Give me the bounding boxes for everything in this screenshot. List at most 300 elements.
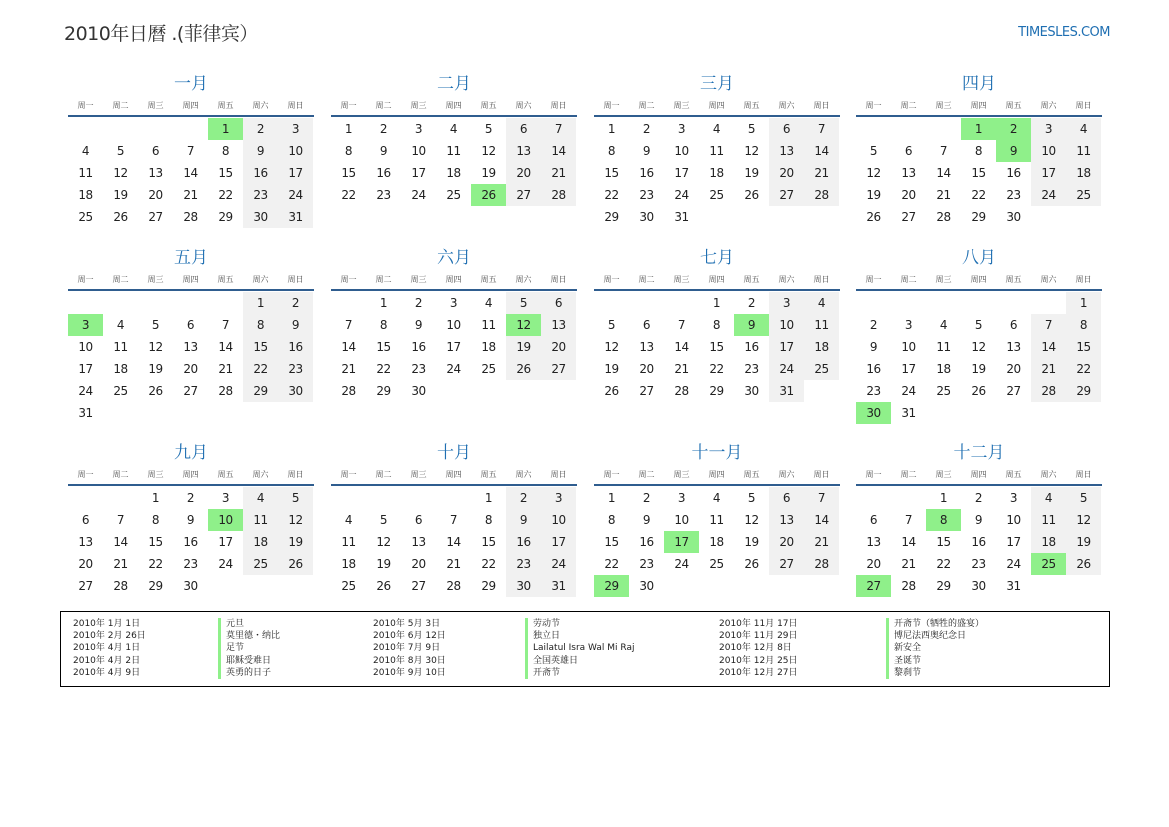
weekday-header [331, 466, 577, 486]
weekday-label: 周三 [410, 101, 427, 110]
day-cell: 25 [709, 188, 724, 202]
day-cell: 21 [541, 162, 576, 184]
day-cell: 16 [866, 362, 881, 376]
day-cell: 6 [81, 513, 90, 527]
weekday-label: 周日 [287, 470, 304, 479]
weekday-header [594, 271, 840, 291]
day-cell: 1 [151, 491, 160, 505]
day-cell: 8 [243, 314, 278, 336]
day-cell: 24 [78, 384, 93, 398]
day-cell: 1 [712, 296, 721, 310]
day-cell: 24 [411, 188, 426, 202]
day-cell: 6 [186, 318, 195, 332]
legend-holiday-name: 博尼法西奥纪念日 [886, 630, 984, 642]
day-cell: 15 [604, 166, 619, 180]
day-cell: 2 [506, 487, 541, 509]
weekday-label: 周三 [410, 470, 427, 479]
day-grid [331, 292, 577, 402]
day-cell: 11 [341, 535, 356, 549]
legend-holiday-date: 2010年 4月 9日 [73, 667, 141, 678]
month-title: 三月 [700, 74, 734, 94]
day-cell: 28 [1031, 380, 1066, 402]
day-cell: 20 [769, 162, 804, 184]
weekday-label: 周二 [900, 101, 917, 110]
weekday-label: 周二 [112, 470, 129, 479]
day-cell: 10 [1006, 513, 1021, 527]
day-cell: 16 [278, 336, 313, 358]
day-cell: 15 [376, 340, 391, 354]
day-cell: 10 [769, 314, 804, 336]
day-cell: 23 [639, 188, 654, 202]
day-cell: 17 [1006, 535, 1021, 549]
empty-cell [331, 487, 366, 509]
day-cell: 1 [939, 491, 948, 505]
day-cell: 29 [376, 384, 391, 398]
legend-holiday-date: 2010年 8月 30日 [373, 655, 446, 666]
day-cell: 20 [148, 188, 163, 202]
day-cell: 11 [1066, 140, 1101, 162]
weekday-header [856, 271, 1102, 291]
empty-cell [103, 292, 138, 314]
day-cell: 20 [506, 162, 541, 184]
legend-holiday-name: 新安全 [886, 642, 984, 654]
weekday-label: 周五 [743, 101, 760, 110]
day-cell: 7 [449, 513, 458, 527]
day-cell: 10 [674, 144, 689, 158]
day-cell: 2 [869, 318, 878, 332]
day-cell: 10 [446, 318, 461, 332]
day-cell: 6 [151, 144, 160, 158]
day-cell: 29 [218, 210, 233, 224]
weekday-label: 周六 [778, 275, 795, 284]
day-cell: 4 [804, 292, 839, 314]
empty-cell [68, 292, 103, 314]
month-title: 十二月 [953, 443, 1005, 463]
day-cell: 15 [218, 166, 233, 180]
day-cell: 7 [939, 144, 948, 158]
weekday-label: 周四 [445, 470, 462, 479]
day-cell: 14 [218, 340, 233, 354]
day-cell: 12 [481, 144, 496, 158]
weekday-label: 周日 [287, 101, 304, 110]
day-cell: 23 [243, 184, 278, 206]
holiday-day-cell: 2 [996, 118, 1031, 140]
day-cell: 13 [1006, 340, 1021, 354]
day-cell: 12 [376, 535, 391, 549]
day-cell: 8 [221, 144, 230, 158]
day-cell: 13 [506, 140, 541, 162]
day-cell: 19 [971, 362, 986, 376]
day-cell: 21 [1031, 358, 1066, 380]
holiday-day-cell: 17 [664, 531, 699, 553]
day-cell: 16 [183, 535, 198, 549]
day-cell: 2 [747, 296, 756, 310]
day-cell: 13 [866, 535, 881, 549]
legend-names-2 [525, 618, 634, 679]
day-cell: 16 [1006, 166, 1021, 180]
day-cell: 22 [709, 362, 724, 376]
empty-cell [138, 292, 173, 314]
day-cell: 9 [642, 513, 651, 527]
day-cell: 2 [414, 296, 423, 310]
day-cell: 29 [243, 380, 278, 402]
weekday-label: 周六 [1040, 275, 1057, 284]
day-cell: 27 [78, 579, 93, 593]
day-cell: 1 [607, 122, 616, 136]
weekday-label: 周日 [1075, 101, 1092, 110]
weekday-header [68, 466, 314, 486]
day-cell: 16 [376, 166, 391, 180]
weekday-label: 周四 [970, 275, 987, 284]
day-cell: 20 [78, 557, 93, 571]
day-cell: 30 [1006, 210, 1021, 224]
day-cell: 19 [604, 362, 619, 376]
empty-cell [331, 292, 366, 314]
weekday-label: 周四 [970, 101, 987, 110]
day-cell: 28 [901, 579, 916, 593]
day-cell: 30 [971, 579, 986, 593]
weekday-label: 周五 [743, 275, 760, 284]
day-cell: 6 [642, 318, 651, 332]
day-cell: 21 [113, 557, 128, 571]
day-grid [594, 487, 840, 597]
day-cell: 17 [278, 162, 313, 184]
empty-cell [856, 292, 891, 314]
day-cell: 17 [901, 362, 916, 376]
day-cell: 19 [1066, 531, 1101, 553]
weekday-label: 周六 [1040, 470, 1057, 479]
day-cell: 24 [674, 188, 689, 202]
empty-cell [366, 487, 401, 509]
day-cell: 4 [939, 318, 948, 332]
weekday-label: 周日 [550, 275, 567, 284]
day-cell: 22 [1066, 358, 1101, 380]
day-cell: 6 [769, 487, 804, 509]
day-cell: 11 [243, 509, 278, 531]
day-cell: 14 [113, 535, 128, 549]
holiday-day-cell: 9 [734, 314, 769, 336]
weekday-label: 周三 [673, 470, 690, 479]
day-cell: 29 [936, 579, 951, 593]
day-cell: 4 [344, 513, 353, 527]
day-cell: 15 [1066, 336, 1101, 358]
day-cell: 27 [769, 553, 804, 575]
weekday-label: 周一 [340, 470, 357, 479]
holiday-legend [60, 611, 1110, 687]
weekday-label: 周四 [708, 470, 725, 479]
legend-holiday-date: 2010年 4月 1日 [73, 643, 141, 654]
weekday-label: 周一 [340, 101, 357, 110]
day-cell: 20 [901, 188, 916, 202]
day-cell: 8 [484, 513, 493, 527]
day-cell: 5 [747, 491, 756, 505]
day-cell: 17 [78, 362, 93, 376]
day-cell: 8 [151, 513, 160, 527]
day-cell: 10 [1031, 140, 1066, 162]
weekday-label: 周五 [1005, 101, 1022, 110]
day-cell: 12 [604, 340, 619, 354]
day-cell: 1 [243, 292, 278, 314]
empty-cell [961, 292, 996, 314]
day-cell: 20 [411, 557, 426, 571]
weekday-label: 周二 [900, 470, 917, 479]
empty-cell [891, 118, 926, 140]
empty-cell [891, 292, 926, 314]
day-cell: 18 [1066, 162, 1101, 184]
day-cell: 9 [642, 144, 651, 158]
day-cell: 13 [769, 140, 804, 162]
day-cell: 31 [541, 575, 576, 597]
day-cell: 15 [243, 336, 278, 358]
day-cell: 22 [243, 358, 278, 380]
legend-holiday-name: 圣诞节 [886, 655, 984, 667]
weekday-label: 周六 [252, 101, 269, 110]
empty-cell [68, 487, 103, 509]
day-cell: 19 [148, 362, 163, 376]
weekday-header [856, 466, 1102, 486]
day-cell: 17 [446, 340, 461, 354]
day-cell: 11 [481, 318, 496, 332]
day-cell: 18 [804, 336, 839, 358]
day-cell: 6 [1009, 318, 1018, 332]
weekday-label: 周一 [340, 275, 357, 284]
day-cell: 28 [936, 210, 951, 224]
day-cell: 29 [481, 579, 496, 593]
day-cell: 12 [866, 166, 881, 180]
day-cell: 26 [113, 210, 128, 224]
weekday-label: 周二 [375, 470, 392, 479]
day-cell: 13 [411, 535, 426, 549]
day-cell: 23 [866, 384, 881, 398]
day-cell: 3 [449, 296, 458, 310]
month-block [331, 247, 577, 402]
day-cell: 28 [183, 210, 198, 224]
weekday-label: 周四 [445, 101, 462, 110]
day-cell: 5 [379, 513, 388, 527]
day-cell: 14 [804, 509, 839, 531]
day-cell: 28 [804, 553, 839, 575]
weekday-label: 周三 [147, 470, 164, 479]
weekday-label: 周一 [603, 470, 620, 479]
day-cell: 12 [148, 340, 163, 354]
empty-cell [173, 118, 208, 140]
day-cell: 3 [221, 491, 230, 505]
day-cell: 5 [278, 487, 313, 509]
weekday-label: 周二 [638, 101, 655, 110]
day-cell: 15 [709, 340, 724, 354]
day-cell: 24 [769, 358, 804, 380]
day-cell: 29 [709, 384, 724, 398]
day-cell: 22 [604, 188, 619, 202]
day-cell: 19 [481, 166, 496, 180]
day-cell: 23 [639, 557, 654, 571]
day-cell: 10 [674, 513, 689, 527]
month-title: 二月 [437, 74, 471, 94]
day-cell: 13 [78, 535, 93, 549]
month-title: 九月 [174, 443, 208, 463]
day-cell: 18 [709, 535, 724, 549]
day-cell: 27 [639, 384, 654, 398]
month-block [331, 73, 577, 206]
day-cell: 16 [639, 166, 654, 180]
day-cell: 31 [674, 210, 689, 224]
day-cell: 9 [379, 144, 388, 158]
month-block [594, 247, 840, 402]
day-cell: 17 [218, 535, 233, 549]
day-cell: 28 [541, 184, 576, 206]
weekday-label: 周三 [410, 275, 427, 284]
weekday-label: 周日 [550, 470, 567, 479]
day-cell: 28 [804, 184, 839, 206]
legend-holiday-date: 2010年 12月 8日 [719, 643, 792, 654]
weekday-label: 周二 [900, 275, 917, 284]
weekday-label: 周五 [217, 470, 234, 479]
weekday-label: 周日 [813, 275, 830, 284]
day-cell: 3 [1009, 491, 1018, 505]
day-cell: 4 [484, 296, 493, 310]
day-cell: 3 [541, 487, 576, 509]
month-block [594, 442, 840, 597]
day-cell: 10 [278, 140, 313, 162]
holiday-day-cell: 29 [594, 575, 629, 597]
holiday-day-cell: 1 [961, 118, 996, 140]
day-cell: 6 [904, 144, 913, 158]
day-cell: 13 [541, 314, 576, 336]
month-title: 八月 [962, 248, 996, 268]
weekday-label: 周日 [813, 470, 830, 479]
day-cell: 19 [278, 531, 313, 553]
day-cell: 29 [971, 210, 986, 224]
empty-cell [856, 487, 891, 509]
day-cell: 14 [1031, 336, 1066, 358]
day-grid [68, 292, 314, 424]
day-cell: 10 [901, 340, 916, 354]
day-cell: 17 [411, 166, 426, 180]
legend-names-1 [218, 618, 280, 679]
month-block [68, 73, 314, 228]
day-cell: 10 [541, 509, 576, 531]
day-cell: 26 [971, 384, 986, 398]
day-cell: 30 [278, 380, 313, 402]
month-title: 六月 [437, 248, 471, 268]
day-cell: 18 [1031, 531, 1066, 553]
weekday-label: 周三 [147, 275, 164, 284]
day-cell: 26 [278, 553, 313, 575]
day-cell: 12 [744, 144, 759, 158]
weekday-label: 周六 [252, 470, 269, 479]
holiday-day-cell: 8 [926, 509, 961, 531]
day-cell: 15 [604, 535, 619, 549]
day-cell: 14 [446, 535, 461, 549]
weekday-label: 周三 [935, 101, 952, 110]
legend-dates-2 [373, 618, 446, 679]
day-cell: 11 [78, 166, 93, 180]
legend-holiday-date: 2010年 5月 3日 [373, 619, 441, 629]
day-cell: 25 [481, 362, 496, 376]
weekday-label: 周四 [182, 470, 199, 479]
day-cell: 19 [506, 336, 541, 358]
day-cell: 8 [712, 318, 721, 332]
day-cell: 6 [506, 118, 541, 140]
weekday-label: 周六 [515, 470, 532, 479]
day-cell: 13 [639, 340, 654, 354]
month-block [856, 442, 1102, 597]
weekday-label: 周二 [375, 275, 392, 284]
day-cell: 8 [607, 144, 616, 158]
day-cell: 9 [869, 340, 878, 354]
day-cell: 2 [379, 122, 388, 136]
site-link[interactable]: TIMESLES.COM [1018, 25, 1110, 40]
day-cell: 20 [541, 336, 576, 358]
day-cell: 31 [1006, 579, 1021, 593]
day-cell: 27 [1006, 384, 1021, 398]
day-cell: 5 [484, 122, 493, 136]
day-cell: 14 [541, 140, 576, 162]
month-title: 七月 [700, 248, 734, 268]
holiday-day-cell: 10 [208, 509, 243, 531]
weekday-label: 周六 [252, 275, 269, 284]
weekday-label: 周二 [638, 275, 655, 284]
day-cell: 5 [747, 122, 756, 136]
legend-holiday-name: 独立日 [525, 630, 634, 642]
day-cell: 7 [186, 144, 195, 158]
day-cell: 21 [936, 188, 951, 202]
day-cell: 8 [974, 144, 983, 158]
empty-cell [629, 292, 664, 314]
day-cell: 27 [541, 358, 576, 380]
day-grid [594, 292, 840, 402]
day-cell: 17 [541, 531, 576, 553]
day-cell: 6 [541, 292, 576, 314]
day-cell: 9 [414, 318, 423, 332]
day-cell: 16 [744, 340, 759, 354]
day-cell: 20 [639, 362, 654, 376]
day-cell: 10 [411, 144, 426, 158]
weekday-label: 周六 [778, 470, 795, 479]
day-cell: 30 [744, 384, 759, 398]
day-cell: 21 [804, 162, 839, 184]
empty-cell [103, 118, 138, 140]
day-cell: 26 [376, 579, 391, 593]
day-cell: 7 [344, 318, 353, 332]
weekday-label: 周五 [480, 275, 497, 284]
holiday-day-cell: 12 [506, 314, 541, 336]
month-title: 十一月 [691, 443, 743, 463]
day-grid [856, 487, 1102, 597]
day-cell: 20 [866, 557, 881, 571]
day-cell: 7 [221, 318, 230, 332]
legend-holiday-name: 开斋节 [525, 667, 634, 679]
day-cell: 12 [971, 340, 986, 354]
day-cell: 9 [243, 140, 278, 162]
day-cell: 30 [506, 575, 541, 597]
day-cell: 31 [278, 206, 313, 228]
day-cell: 7 [804, 487, 839, 509]
weekday-header [331, 271, 577, 291]
day-cell: 24 [1031, 184, 1066, 206]
day-cell: 21 [674, 362, 689, 376]
day-cell: 21 [446, 557, 461, 571]
day-cell: 23 [411, 362, 426, 376]
day-cell: 1 [379, 296, 388, 310]
legend-holiday-name: 莫里德・纳比 [218, 630, 280, 642]
day-cell: 7 [677, 318, 686, 332]
legend-holiday-name: 英勇的日子 [218, 667, 280, 679]
weekday-label: 周四 [708, 275, 725, 284]
day-cell: 26 [744, 557, 759, 571]
day-cell: 9 [186, 513, 195, 527]
day-cell: 19 [866, 188, 881, 202]
